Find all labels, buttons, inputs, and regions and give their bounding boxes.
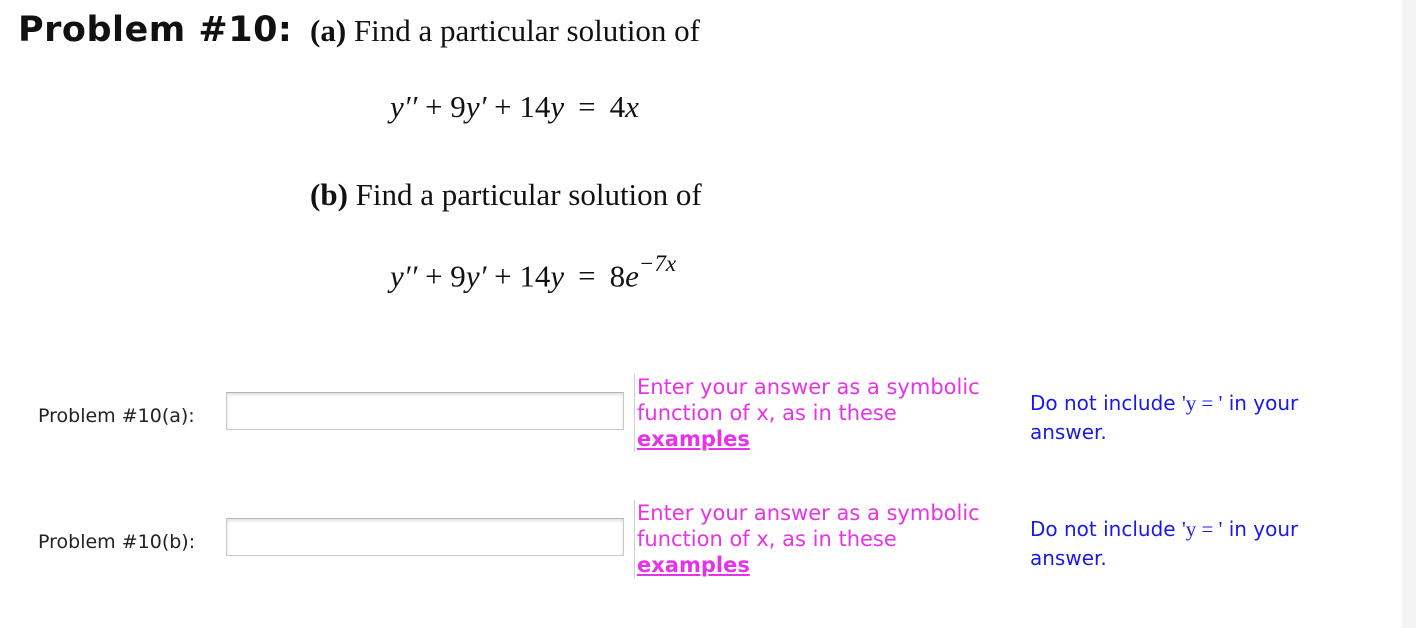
answer-input-b[interactable] bbox=[226, 518, 624, 556]
page-edge-strip bbox=[1402, 0, 1416, 628]
eq-b-rhs-exponent: −7x bbox=[638, 251, 677, 276]
eq-a-rhs-var: x bbox=[625, 89, 639, 124]
note-code-a: 'y = ' bbox=[1181, 391, 1223, 415]
note-text-b: Do not include bbox=[1030, 517, 1182, 541]
eq-a-y: y bbox=[550, 89, 565, 124]
eq-a-rhs-coef: 4 bbox=[609, 89, 626, 124]
note-code-b: 'y = ' bbox=[1181, 517, 1223, 541]
answer-note-a bbox=[1030, 389, 1370, 447]
problem-title: Problem #10: bbox=[18, 10, 293, 50]
hint-text-b: Enter your answer as a symbolic function of x, as in these bbox=[637, 501, 980, 551]
part-a-heading bbox=[310, 13, 700, 49]
eq-b-rhs-base: e bbox=[625, 258, 639, 294]
part-a-equation bbox=[390, 89, 639, 125]
part-a-instruction: Find a particular solution of bbox=[353, 13, 701, 48]
part-b-heading bbox=[310, 177, 702, 213]
note-tail-b: in your answer. bbox=[1030, 517, 1299, 570]
answer-label-a: Problem #10(a): bbox=[38, 405, 195, 427]
eq-a-y-prime: y′ bbox=[465, 89, 487, 124]
eq-b-equals: = bbox=[578, 258, 596, 294]
answer-hint-b bbox=[634, 500, 1017, 578]
eq-b-rhs-coef: 8 bbox=[609, 258, 626, 294]
answer-hint-a bbox=[634, 374, 1017, 452]
examples-link-a[interactable]: examples bbox=[637, 427, 750, 451]
eq-a-term-9: + 9 bbox=[417, 89, 466, 124]
eq-a-y-double-prime: y′′ bbox=[390, 89, 418, 124]
part-b-equation bbox=[390, 251, 677, 294]
note-tail-a: in your answer. bbox=[1030, 391, 1299, 444]
eq-b-y: y bbox=[550, 258, 565, 294]
hint-text-a: Enter your answer as a symbolic function of x, as in these bbox=[637, 375, 980, 425]
part-a-label: (a) bbox=[310, 13, 347, 48]
eq-b-y-double-prime: y′′ bbox=[390, 258, 418, 294]
examples-link-b[interactable]: examples bbox=[637, 553, 750, 577]
eq-b-term-14: + 14 bbox=[486, 258, 551, 294]
eq-b-term-9: + 9 bbox=[417, 258, 466, 294]
answer-note-b bbox=[1030, 515, 1370, 573]
eq-a-term-14: + 14 bbox=[486, 89, 551, 124]
note-text-a: Do not include bbox=[1030, 391, 1182, 415]
part-b-instruction: Find a particular solution of bbox=[355, 177, 702, 212]
answer-input-a[interactable] bbox=[226, 392, 624, 430]
answer-label-b: Problem #10(b): bbox=[38, 531, 196, 553]
eq-b-y-prime: y′ bbox=[465, 258, 487, 294]
eq-a-equals: = bbox=[578, 89, 596, 124]
part-b-label: (b) bbox=[310, 177, 348, 212]
